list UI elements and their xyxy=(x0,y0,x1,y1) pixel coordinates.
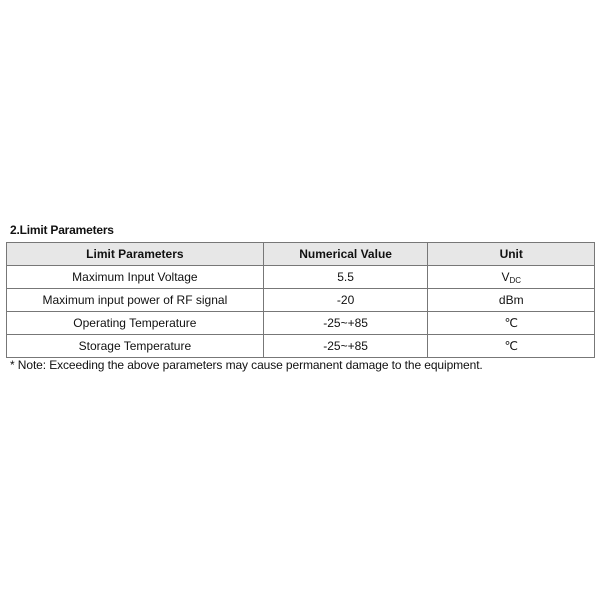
header-limit-parameters: Limit Parameters xyxy=(7,243,264,266)
parameter-cell: Storage Temperature xyxy=(7,335,264,358)
parameter-cell: Maximum Input Voltage xyxy=(7,266,264,289)
parameter-cell: Maximum input power of RF signal xyxy=(7,289,264,312)
value-cell: -25~+85 xyxy=(263,312,428,335)
unit-cell: ℃ xyxy=(428,312,595,335)
section-title: 2.Limit Parameters xyxy=(10,223,114,237)
parameter-cell: Operating Temperature xyxy=(7,312,264,335)
table-row xyxy=(7,312,595,335)
table-header-row xyxy=(7,243,595,266)
table-row xyxy=(7,266,595,289)
value-cell: -20 xyxy=(263,289,428,312)
header-numerical-value: Numerical Value xyxy=(263,243,428,266)
value-cell: -25~+85 xyxy=(263,335,428,358)
unit-text: V xyxy=(501,270,510,284)
unit-cell: ℃ xyxy=(428,335,595,358)
header-unit: Unit xyxy=(428,243,595,266)
note-text: * Note: Exceeding the above parameters may cause permanent damage to the equipment. xyxy=(10,358,483,372)
unit-cell: dBm xyxy=(428,289,595,312)
value-cell: 5.5 xyxy=(263,266,428,289)
table-row xyxy=(7,289,595,312)
table-row xyxy=(7,335,595,358)
unit-cell xyxy=(428,266,595,289)
unit-subscript: DC xyxy=(509,276,522,285)
limit-parameters-table xyxy=(6,242,595,358)
